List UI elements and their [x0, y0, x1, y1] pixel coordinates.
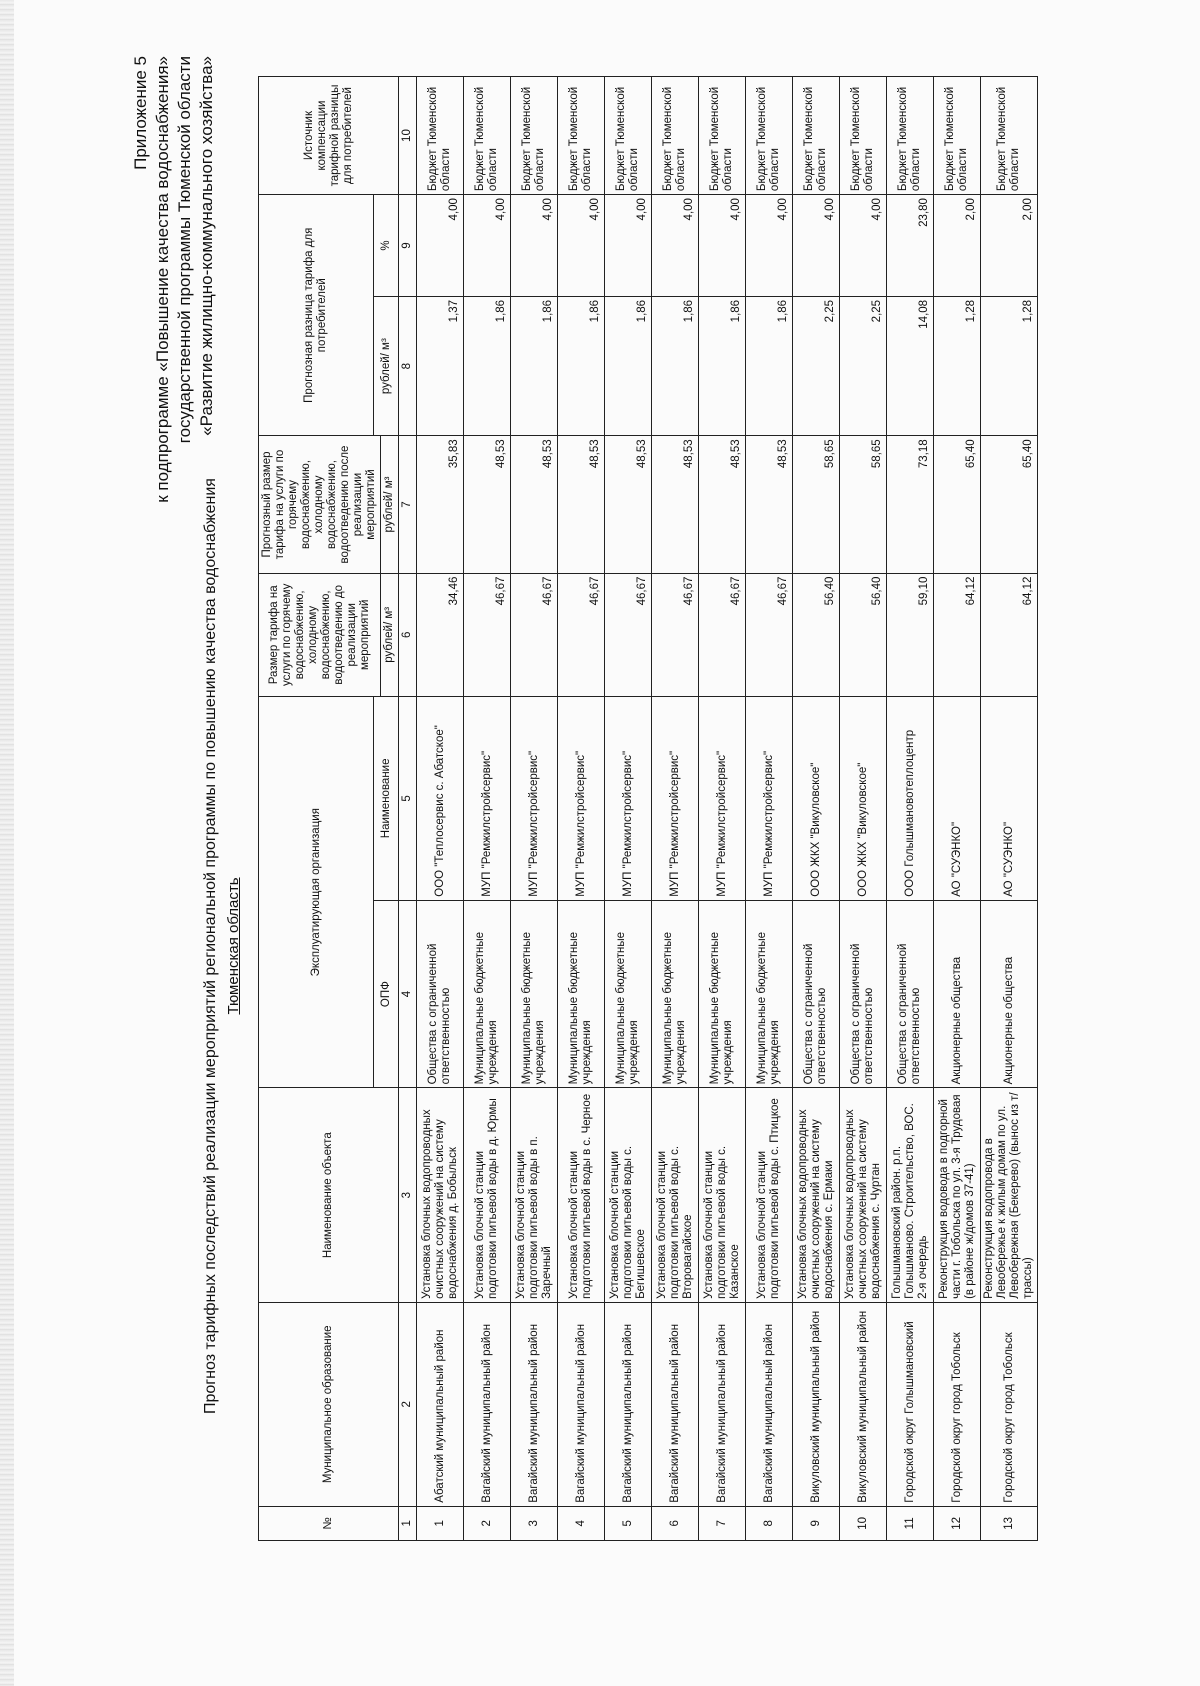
appendix-line-2: к подпрограмме «Повышение качества водоснабжения» — [153, 56, 172, 503]
diff-pct-cell: 4,00 — [746, 195, 793, 297]
diff-pct-cell: 2,00 — [981, 195, 1038, 297]
header-operator: Эксплуатирующая организация — [259, 696, 374, 1087]
object-cell: Установка блочной станции подготовки питьевой воды с. Бегишевское — [605, 1088, 652, 1303]
tariff-after-cell: 65,40 — [934, 436, 981, 573]
object-cell: Голышмановский район. р.п. Голышманово. Строительство, ВОС. 2-я очередь — [887, 1088, 934, 1303]
table-row — [464, 77, 511, 1541]
diff-rub-cell: 1,86 — [558, 296, 605, 435]
organization-cell: ООО Голышмановотеплоцентр — [887, 696, 934, 900]
tariff-before-cell: 46,67 — [746, 573, 793, 696]
region-subtitle: Тюменская область — [225, 877, 242, 1015]
table-row — [417, 77, 464, 1541]
column-number: 10 — [399, 77, 417, 195]
tariff-after-cell: 48,53 — [652, 436, 699, 573]
opf-cell: Муниципальные бюджетные учреждения — [558, 900, 605, 1088]
municipality-cell: Абатский муниципальный район — [417, 1302, 464, 1506]
object-cell: Установка блочной станции подготовки питьевой воды с. Казанское — [699, 1088, 746, 1303]
source-cell: Бюджет Тюменской области — [793, 77, 840, 195]
organization-cell: АО "СУЭНКО" — [981, 696, 1038, 900]
object-cell: Установка блочных водопроводных очистных сооружений на систему водоснабжения с. Ермаки — [793, 1088, 840, 1303]
tariff-before-cell: 64,12 — [981, 573, 1038, 696]
organization-cell: МУП "Ремжилстройсервис" — [558, 696, 605, 900]
diff-rub-cell: 2,25 — [840, 296, 887, 435]
header-diff-pct: % — [374, 195, 399, 297]
opf-cell: Общества с ограниченной ответственностью — [793, 900, 840, 1088]
diff-rub-cell: 1,86 — [699, 296, 746, 435]
diff-pct-cell: 4,00 — [840, 195, 887, 297]
tariff-before-cell: 56,40 — [840, 573, 887, 696]
opf-cell: Муниципальные бюджетные учреждения — [605, 900, 652, 1088]
column-number: 4 — [399, 900, 417, 1088]
opf-cell: Муниципальные бюджетные учреждения — [652, 900, 699, 1088]
diff-rub-cell: 2,25 — [793, 296, 840, 435]
municipality-cell: Викуловский муниципальный район — [793, 1302, 840, 1506]
row-number: 11 — [887, 1506, 934, 1540]
diff-pct-cell: 4,00 — [699, 195, 746, 297]
organization-cell: МУП "Ремжилстройсервис" — [605, 696, 652, 900]
source-cell: Бюджет Тюменской области — [934, 77, 981, 195]
column-number-row — [399, 77, 417, 1541]
tariff-before-cell: 64,12 — [934, 573, 981, 696]
header-diff: Прогнозная разница тарифа для потребителей — [259, 195, 374, 436]
tariff-after-cell: 65,40 — [981, 436, 1038, 573]
diff-rub-cell: 1,86 — [605, 296, 652, 435]
opf-cell: Общества с ограниченной ответственностью — [417, 900, 464, 1088]
diff-rub-cell: 1,28 — [934, 296, 981, 435]
row-number: 1 — [417, 1506, 464, 1540]
object-cell: Установка блочных водопроводных очистных сооружений на систему водоснабжения д. Бобыльск — [417, 1088, 464, 1303]
opf-cell: Муниципальные бюджетные учреждения — [511, 900, 558, 1088]
diff-rub-cell: 1,86 — [652, 296, 699, 435]
row-number: 10 — [840, 1506, 887, 1540]
source-cell: Бюджет Тюменской области — [840, 77, 887, 195]
table-row — [981, 77, 1038, 1541]
table-row — [605, 77, 652, 1541]
table-row — [793, 77, 840, 1541]
municipality-cell: Вагайский муниципальный район — [699, 1302, 746, 1506]
source-cell: Бюджет Тюменской области — [699, 77, 746, 195]
object-cell: Реконструкция водовода в подгорной части г. Тобольска по ул. 3-я Трудовая (в районе ж/домов 37-41) — [934, 1088, 981, 1303]
municipality-cell: Вагайский муниципальный район — [558, 1302, 605, 1506]
column-number: 1 — [399, 1506, 417, 1540]
header-tariff-before-unit: рублей/ м³ — [381, 573, 399, 696]
row-number: 5 — [605, 1506, 652, 1540]
tariff-table — [258, 76, 1038, 1541]
table-row — [746, 77, 793, 1541]
object-cell: Реконструкция водопровода в Левобережье к жилым домам по ул. Левобережная (Бекерево) (вынос из т/трассы) — [981, 1088, 1038, 1303]
organization-cell: МУП "Ремжилстройсервис" — [652, 696, 699, 900]
object-cell: Установка блочной станции подготовки питьевой воды с. Птицкое — [746, 1088, 793, 1303]
appendix-line-4: «Развитие жилищно-коммунального хозяйства» — [197, 56, 216, 436]
source-cell: Бюджет Тюменской области — [981, 77, 1038, 195]
diff-pct-cell: 2,00 — [934, 195, 981, 297]
column-number: 7 — [399, 436, 417, 573]
tariff-before-cell: 46,67 — [605, 573, 652, 696]
object-cell: Установка блочной станции подготовки питьевой воды с. Второвагайское — [652, 1088, 699, 1303]
diff-rub-cell: 1,86 — [746, 296, 793, 435]
municipality-cell: Городской округ город Тобольск — [981, 1302, 1038, 1506]
table-row — [840, 77, 887, 1541]
municipality-cell: Городской округ город Тобольск — [934, 1302, 981, 1506]
tariff-before-cell: 59,10 — [887, 573, 934, 696]
diff-pct-cell: 4,00 — [652, 195, 699, 297]
tariff-before-cell: 46,67 — [511, 573, 558, 696]
municipality-cell: Вагайский муниципальный район — [464, 1302, 511, 1506]
tariff-after-cell: 48,53 — [558, 436, 605, 573]
document-title: Прогноз тарифных последствий реализации мероприятий региональной программы по повышению качества водоснабжения — [202, 478, 219, 1414]
tariff-after-cell: 48,53 — [511, 436, 558, 573]
municipality-cell: Вагайский муниципальный район — [746, 1302, 793, 1506]
organization-cell: МУП "Ремжилстройсервис" — [746, 696, 793, 900]
diff-rub-cell: 1,28 — [981, 296, 1038, 435]
tariff-before-cell: 46,67 — [652, 573, 699, 696]
object-cell: Установка блочной станции подготовки питьевой воды в д. Юрмы — [464, 1088, 511, 1303]
row-number: 9 — [793, 1506, 840, 1540]
header-source: Источник компенсации тарифной разницы для потребителей — [259, 77, 399, 195]
header-tariff-after: Прогнозный размер тарифа на услуги по горячему водоснабжению, холодному водоснабжению, водоотведению после реализации мероприятий — [259, 436, 381, 573]
source-cell: Бюджет Тюменской области — [417, 77, 464, 195]
tariff-before-cell: 46,67 — [464, 573, 511, 696]
diff-pct-cell: 23,80 — [887, 195, 934, 297]
diff-rub-cell: 14,08 — [887, 296, 934, 435]
organization-cell: МУП "Ремжилстройсервис" — [699, 696, 746, 900]
source-cell: Бюджет Тюменской области — [652, 77, 699, 195]
table-row — [699, 77, 746, 1541]
tariff-before-cell: 56,40 — [793, 573, 840, 696]
source-cell: Бюджет Тюменской области — [605, 77, 652, 195]
tariff-after-cell: 35,83 — [417, 436, 464, 573]
source-cell: Бюджет Тюменской области — [746, 77, 793, 195]
header-num: № — [259, 1506, 399, 1540]
opf-cell: Акционерные общества — [934, 900, 981, 1088]
row-number: 2 — [464, 1506, 511, 1540]
tariff-after-cell: 48,53 — [605, 436, 652, 573]
organization-cell: ООО ЖКХ "Викуловское" — [793, 696, 840, 900]
header-tariff-after-unit: рублей/ м³ — [381, 436, 399, 573]
row-number: 7 — [699, 1506, 746, 1540]
organization-cell: АО "СУЭНКО" — [934, 696, 981, 900]
organization-cell: МУП "Ремжилстройсервис" — [511, 696, 558, 900]
column-number: 2 — [399, 1302, 417, 1506]
opf-cell: Муниципальные бюджетные учреждения — [746, 900, 793, 1088]
object-cell: Установка блочной станции подготовки питьевой воды в п. Заречный — [511, 1088, 558, 1303]
source-cell: Бюджет Тюменской области — [511, 77, 558, 195]
municipality-cell: Городской округ Голышмановский — [887, 1302, 934, 1506]
row-number: 8 — [746, 1506, 793, 1540]
tariff-before-cell: 46,67 — [699, 573, 746, 696]
tariff-after-cell: 48,53 — [464, 436, 511, 573]
row-number: 13 — [981, 1506, 1038, 1540]
municipality-cell: Вагайский муниципальный район — [511, 1302, 558, 1506]
tariff-after-cell: 48,53 — [746, 436, 793, 573]
municipality-cell: Вагайский муниципальный район — [652, 1302, 699, 1506]
diff-rub-cell: 1,86 — [464, 296, 511, 435]
column-number: 6 — [399, 573, 417, 696]
diff-pct-cell: 4,00 — [558, 195, 605, 297]
row-number: 3 — [511, 1506, 558, 1540]
diff-pct-cell: 4,00 — [464, 195, 511, 297]
organization-cell: ООО "Теплосервис с. Абатское" — [417, 696, 464, 900]
row-number: 4 — [558, 1506, 605, 1540]
table-body — [417, 77, 1038, 1541]
object-cell: Установка блочной станции подготовки питьевой воды в с. Черное — [558, 1088, 605, 1303]
header-opf: ОПФ — [374, 900, 399, 1088]
municipality-cell: Викуловский муниципальный район — [840, 1302, 887, 1506]
source-cell: Бюджет Тюменской области — [558, 77, 605, 195]
tariff-after-cell: 58,65 — [793, 436, 840, 573]
appendix-line-3: государственной программы Тюменской области — [175, 56, 194, 444]
opf-cell: Акционерные общества — [981, 900, 1038, 1088]
opf-cell: Муниципальные бюджетные учреждения — [699, 900, 746, 1088]
header-tariff-before: Размер тарифа на услуги по горячему водоснабжению, холодному водоснабжению, водоотведению до реализации мероприятий — [259, 573, 381, 696]
column-number: 3 — [399, 1088, 417, 1303]
diff-pct-cell: 4,00 — [511, 195, 558, 297]
object-cell: Установка блочных водопроводных очистных сооружений на систему водоснабжения с. Чуртан — [840, 1088, 887, 1303]
header-diff-rub: рублей/ м³ — [374, 296, 399, 435]
row-number: 6 — [652, 1506, 699, 1540]
column-number: 5 — [399, 696, 417, 900]
diff-rub-cell: 1,37 — [417, 296, 464, 435]
tariff-after-cell: 73,18 — [887, 436, 934, 573]
organization-cell: МУП "Ремжилстройсервис" — [464, 696, 511, 900]
table-row — [887, 77, 934, 1541]
organization-cell: ООО ЖКХ "Викуловское" — [840, 696, 887, 900]
tariff-before-cell: 46,67 — [558, 573, 605, 696]
column-number: 9 — [399, 195, 417, 297]
tariff-after-cell: 48,53 — [699, 436, 746, 573]
opf-cell: Муниципальные бюджетные учреждения — [464, 900, 511, 1088]
diff-pct-cell: 4,00 — [605, 195, 652, 297]
table-row — [652, 77, 699, 1541]
column-number: 8 — [399, 296, 417, 435]
header-name: Наименование — [374, 696, 399, 900]
header-object: Наименование объекта — [259, 1088, 399, 1303]
tariff-before-cell: 34,46 — [417, 573, 464, 696]
table-row — [558, 77, 605, 1541]
opf-cell: Общества с ограниченной ответственностью — [840, 900, 887, 1088]
municipality-cell: Вагайский муниципальный район — [605, 1302, 652, 1506]
source-cell: Бюджет Тюменской области — [464, 77, 511, 195]
diff-pct-cell: 4,00 — [793, 195, 840, 297]
opf-cell: Общества с ограниченной ответственностью — [887, 900, 934, 1088]
diff-rub-cell: 1,86 — [511, 296, 558, 435]
tariff-after-cell: 58,65 — [840, 436, 887, 573]
table-row — [511, 77, 558, 1541]
diff-pct-cell: 4,00 — [417, 195, 464, 297]
table-row — [934, 77, 981, 1541]
row-number: 12 — [934, 1506, 981, 1540]
appendix-line-1: Приложение 5 — [131, 56, 150, 170]
header-municipality: Муниципальное образование — [259, 1302, 399, 1506]
source-cell: Бюджет Тюменской области — [887, 77, 934, 195]
